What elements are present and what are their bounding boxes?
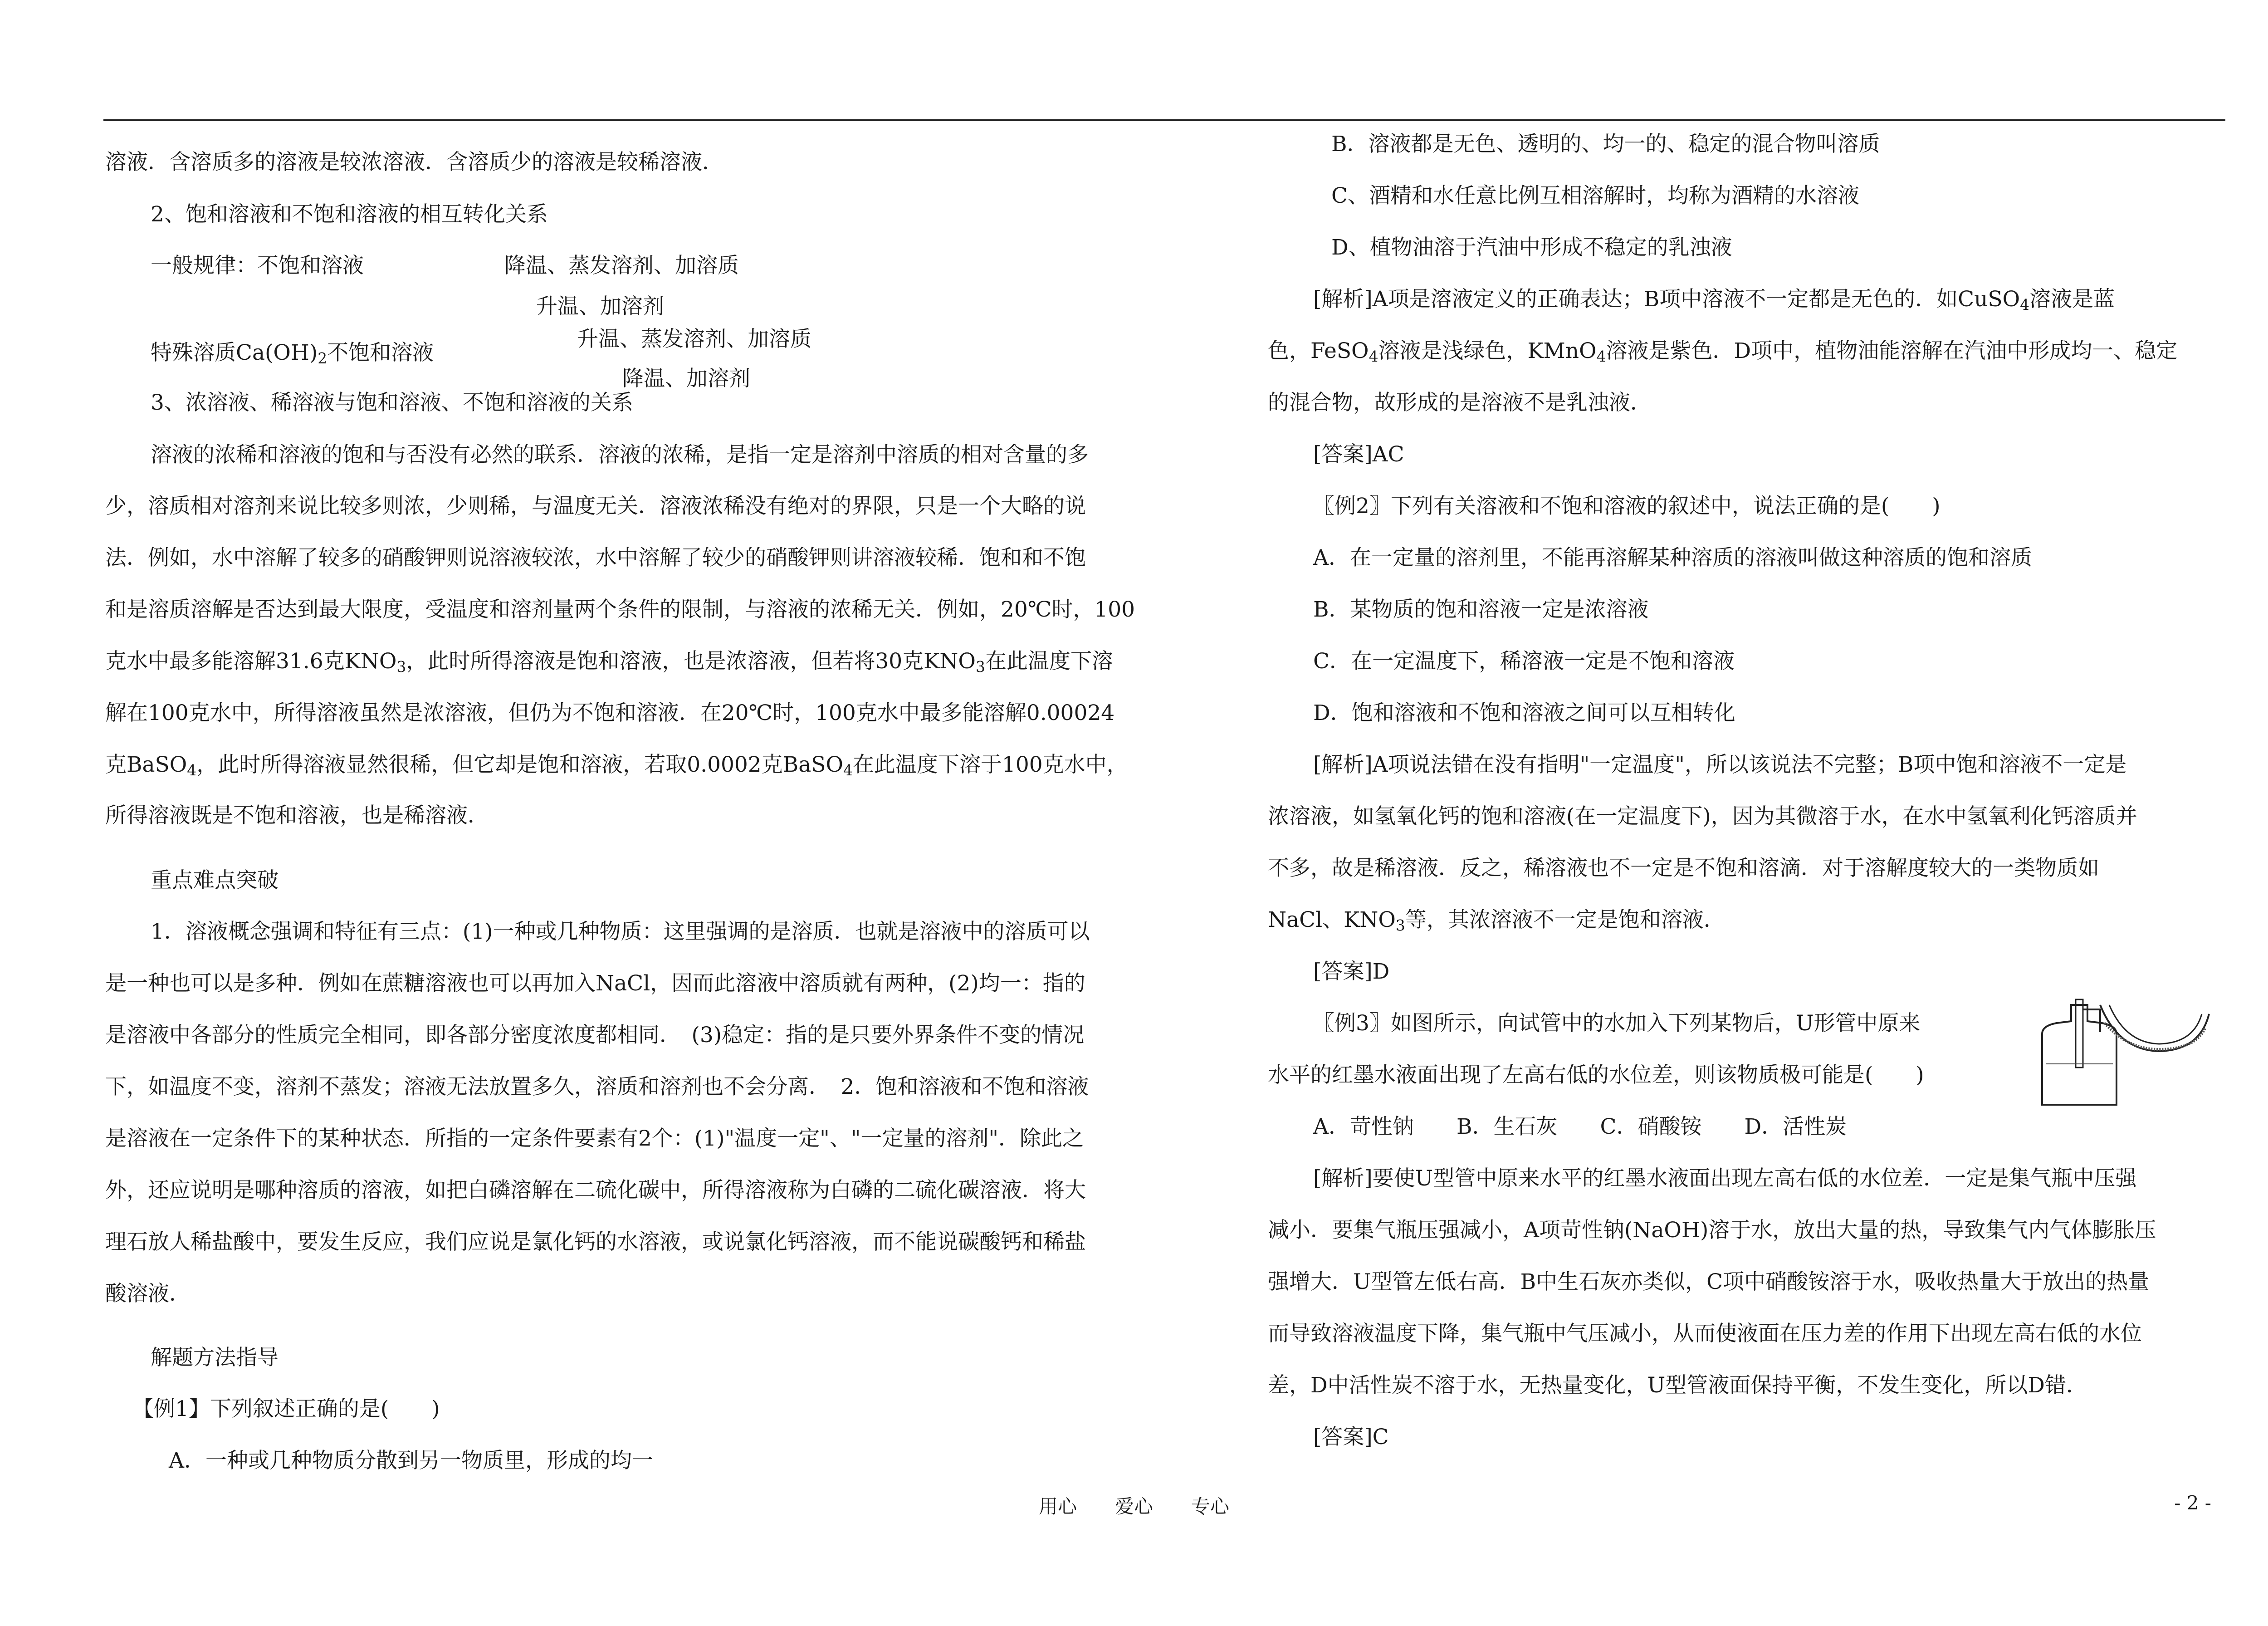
text-line: A．苛性钠 B．生石灰 C．硝酸铵 D．活性炭 xyxy=(1313,1114,1847,1139)
text-line: 〖例3〗如图所示，向试管中的水加入下列某物后，U形管中原来 xyxy=(1313,1011,1921,1036)
text-line: [解析]要使U型管中原来水平的红墨水液面出现左高右低的水位差．一定是集气瓶中压强 xyxy=(1313,1166,2137,1191)
text-line: 一般规律：不饱和溶液 xyxy=(151,253,364,278)
text-line: 【例1】下列叙述正确的是( ) xyxy=(132,1396,440,1421)
text-line: 溶液．含溶质多的溶液是较浓溶液．含溶质少的溶液是较稀溶液． xyxy=(105,150,723,175)
header-rule xyxy=(103,119,2225,121)
text-line: 解在100克水中，所得溶液虽然是浓溶液，但仍为不饱和溶液．在20℃时，100克水中最多能溶解0.00024 xyxy=(105,700,1115,725)
text-line: D、植物油溶于汽油中形成不稳定的乳浊液 xyxy=(1331,235,1732,260)
text-line: 减小．要集气瓶压强减小，A项苛性钠(NaOH)溶于水，放出大量的热，导致集气内气体膨胀压 xyxy=(1268,1218,2156,1243)
text-line: 而导致溶液温度下降，集气瓶中气压减小，从而使液面在压力差的作用下出现左高右低的水位 xyxy=(1268,1321,2142,1346)
text-line: 克水中最多能溶解31.6克$KNO_3$，此时所得溶液是饱和溶液，也是浓溶液，但若将30克$KNO_3$在此温度下溶 xyxy=(105,649,1113,676)
u-tube-apparatus-diagram xyxy=(2037,996,2236,1114)
text-line: A．在一定量的溶剂里，不能再溶解某种溶质的溶液叫做这种溶质的饱和溶质 xyxy=(1313,545,2032,570)
text-line: 下，如温度不变，溶剂不蒸发；溶液无法放置多久，溶质和溶剂也不会分离． 2．饱和溶液和不饱和溶液 xyxy=(105,1074,1089,1099)
text-line: 酸溶液． xyxy=(105,1281,191,1306)
text-line: 降温、加溶剂 xyxy=(622,366,750,391)
text-line: [答案]C xyxy=(1313,1425,1389,1450)
text-line: 水平的红墨水液面出现了左高右低的水位差，则该物质极可能是( ) xyxy=(1268,1063,1924,1087)
text-line: [解析]A项是溶液定义的正确表达；B项中溶液不一定都是无色的．如CuSO$_4$溶液是蓝 xyxy=(1313,287,2115,314)
text-line: 差，D中活性炭不溶于水，无热量变化，U型管液面保持平衡，不发生变化，所以D错． xyxy=(1268,1373,2087,1398)
text-line: 溶液的浓稀和溶液的饱和与否没有必然的联系．溶液的浓稀，是指一定是溶剂中溶质的相对含量的多 xyxy=(151,442,1089,467)
text-line: 外，还应说明是哪种溶质的溶液，如把白磷溶解在二硫化碳中，所得溶液称为白磷的二硫化碳溶液．将大 xyxy=(105,1178,1086,1203)
text-line: D．饱和溶液和不饱和溶液之间可以互相转化 xyxy=(1313,700,1735,725)
text-line: 3、浓溶液、稀溶液与饱和溶液、不饱和溶液的关系 xyxy=(151,390,633,415)
text-line: 特殊溶质$Ca(OH)_2$不饱和溶液 xyxy=(151,340,434,367)
text-line: 1．溶液概念强调和特征有三点：(1)一种或几种物质：这里强调的是溶质．也就是溶液中的溶质可以 xyxy=(151,919,1090,944)
text-line: 所得溶液既是不饱和溶液，也是稀溶液． xyxy=(105,803,489,828)
text-line: NaCl、$KNO_3$等，其浓溶液不一定是饱和溶液． xyxy=(1268,907,1725,935)
text-line: 法．例如，水中溶解了较多的硝酸钾则说溶液较浓，水中溶解了较少的硝酸钾则讲溶液较稀．饱和和不饱 xyxy=(105,545,1086,570)
text-line: 强增大．U型管左低右高．B中生石灰亦类似，C项中硝酸铵溶于水，吸收热量大于放出的热量 xyxy=(1268,1269,2150,1294)
text-line: 2、饱和溶液和不饱和溶液的相互转化关系 xyxy=(151,202,548,227)
text-line: 和是溶质溶解是否达到最大限度，受温度和溶剂量两个条件的限制，与溶液的浓稀无关．例如，20℃时，100 xyxy=(105,597,1135,622)
text-line: 理石放人稀盐酸中，要发生反应，我们应说是氯化钙的水溶液，或说氯化钙溶液，而不能说碳酸钙和稀盐 xyxy=(105,1229,1086,1254)
text-line: C．在一定温度下，稀溶液一定是不饱和溶液 xyxy=(1313,649,1735,674)
text-line: 解题方法指导 xyxy=(151,1345,279,1370)
text-line: B．某物质的饱和溶液一定是浓溶液 xyxy=(1313,597,1649,622)
text-line: 克BaSO$_4$，此时所得溶液显然很稀，但它却是饱和溶液，若取0.0002克BaSO$_4$在此温度下溶于100克水中， xyxy=(105,752,1128,779)
text-line: 是一种也可以是多种．例如在蔗糖溶液也可以再加入NaCl，因而此溶液中溶质就有两种，(2)均一：指的 xyxy=(105,971,1085,996)
text-line: 的混合物，故形成的是溶液不是乳浊液． xyxy=(1268,390,1652,415)
text-line: A．一种或几种物质分散到另一物质里，形成的均一 xyxy=(169,1448,653,1473)
text-line: 升温、加溶剂 xyxy=(536,294,664,319)
text-line: 是溶液中各部分的性质完全相同，即各部分密度浓度都相同． (3)稳定：指的是只要外界条件不变的情况 xyxy=(105,1023,1085,1048)
text-line: 色，FeSO$_4$溶液是浅绿色，KMnO$_4$溶液是紫色．D项中，植物油能溶解在汽油中形成均一、稳定 xyxy=(1268,338,2178,366)
text-line: [答案]AC xyxy=(1313,442,1404,467)
text-line: 浓溶液，如氢氧化钙的饱和溶液(在一定温度下)，因为其微溶于水，在水中氢氧利化钙溶质并 xyxy=(1268,804,2137,829)
text-line: 升温、蒸发溶剂、加溶质 xyxy=(577,327,811,352)
text-line: 是溶液在一定条件下的某种状态．所指的一定条件要素有2个：(1)"温度一定"、"一定量的溶剂"．除此之 xyxy=(105,1126,1084,1151)
footer-motto: 用心 爱心 专心 xyxy=(1039,1495,1230,1518)
text-line: [答案]D xyxy=(1313,959,1390,984)
page-number: - 2 - xyxy=(2174,1492,2211,1514)
text-line: 不多，故是稀溶液．反之，稀溶液也不一定是不饱和溶滴．对于溶解度较大的一类物质如 xyxy=(1268,856,2099,881)
text-line: 少，溶质相对溶剂来说比较多则浓，少则稀，与温度无关．溶液浓稀没有绝对的界限，只是一个大略的说 xyxy=(105,494,1086,519)
text-line: 降温、蒸发溶剂、加溶质 xyxy=(504,253,739,278)
text-line: 〖例2〗下列有关溶液和不饱和溶液的叙述中，说法正确的是( ) xyxy=(1313,494,1941,519)
text-line: B．溶液都是无色、透明的、均一的、稳定的混合物叫溶质 xyxy=(1331,132,1880,157)
text-line: [解析]A项说法错在没有指明"一定温度"，所以该说法不完整；B项中饱和溶液不一定是 xyxy=(1313,752,2127,777)
text-line: C、酒精和水任意比例互相溶解时，均称为酒精的水溶液 xyxy=(1331,183,1859,208)
text-line: 重点难点突破 xyxy=(151,868,279,893)
